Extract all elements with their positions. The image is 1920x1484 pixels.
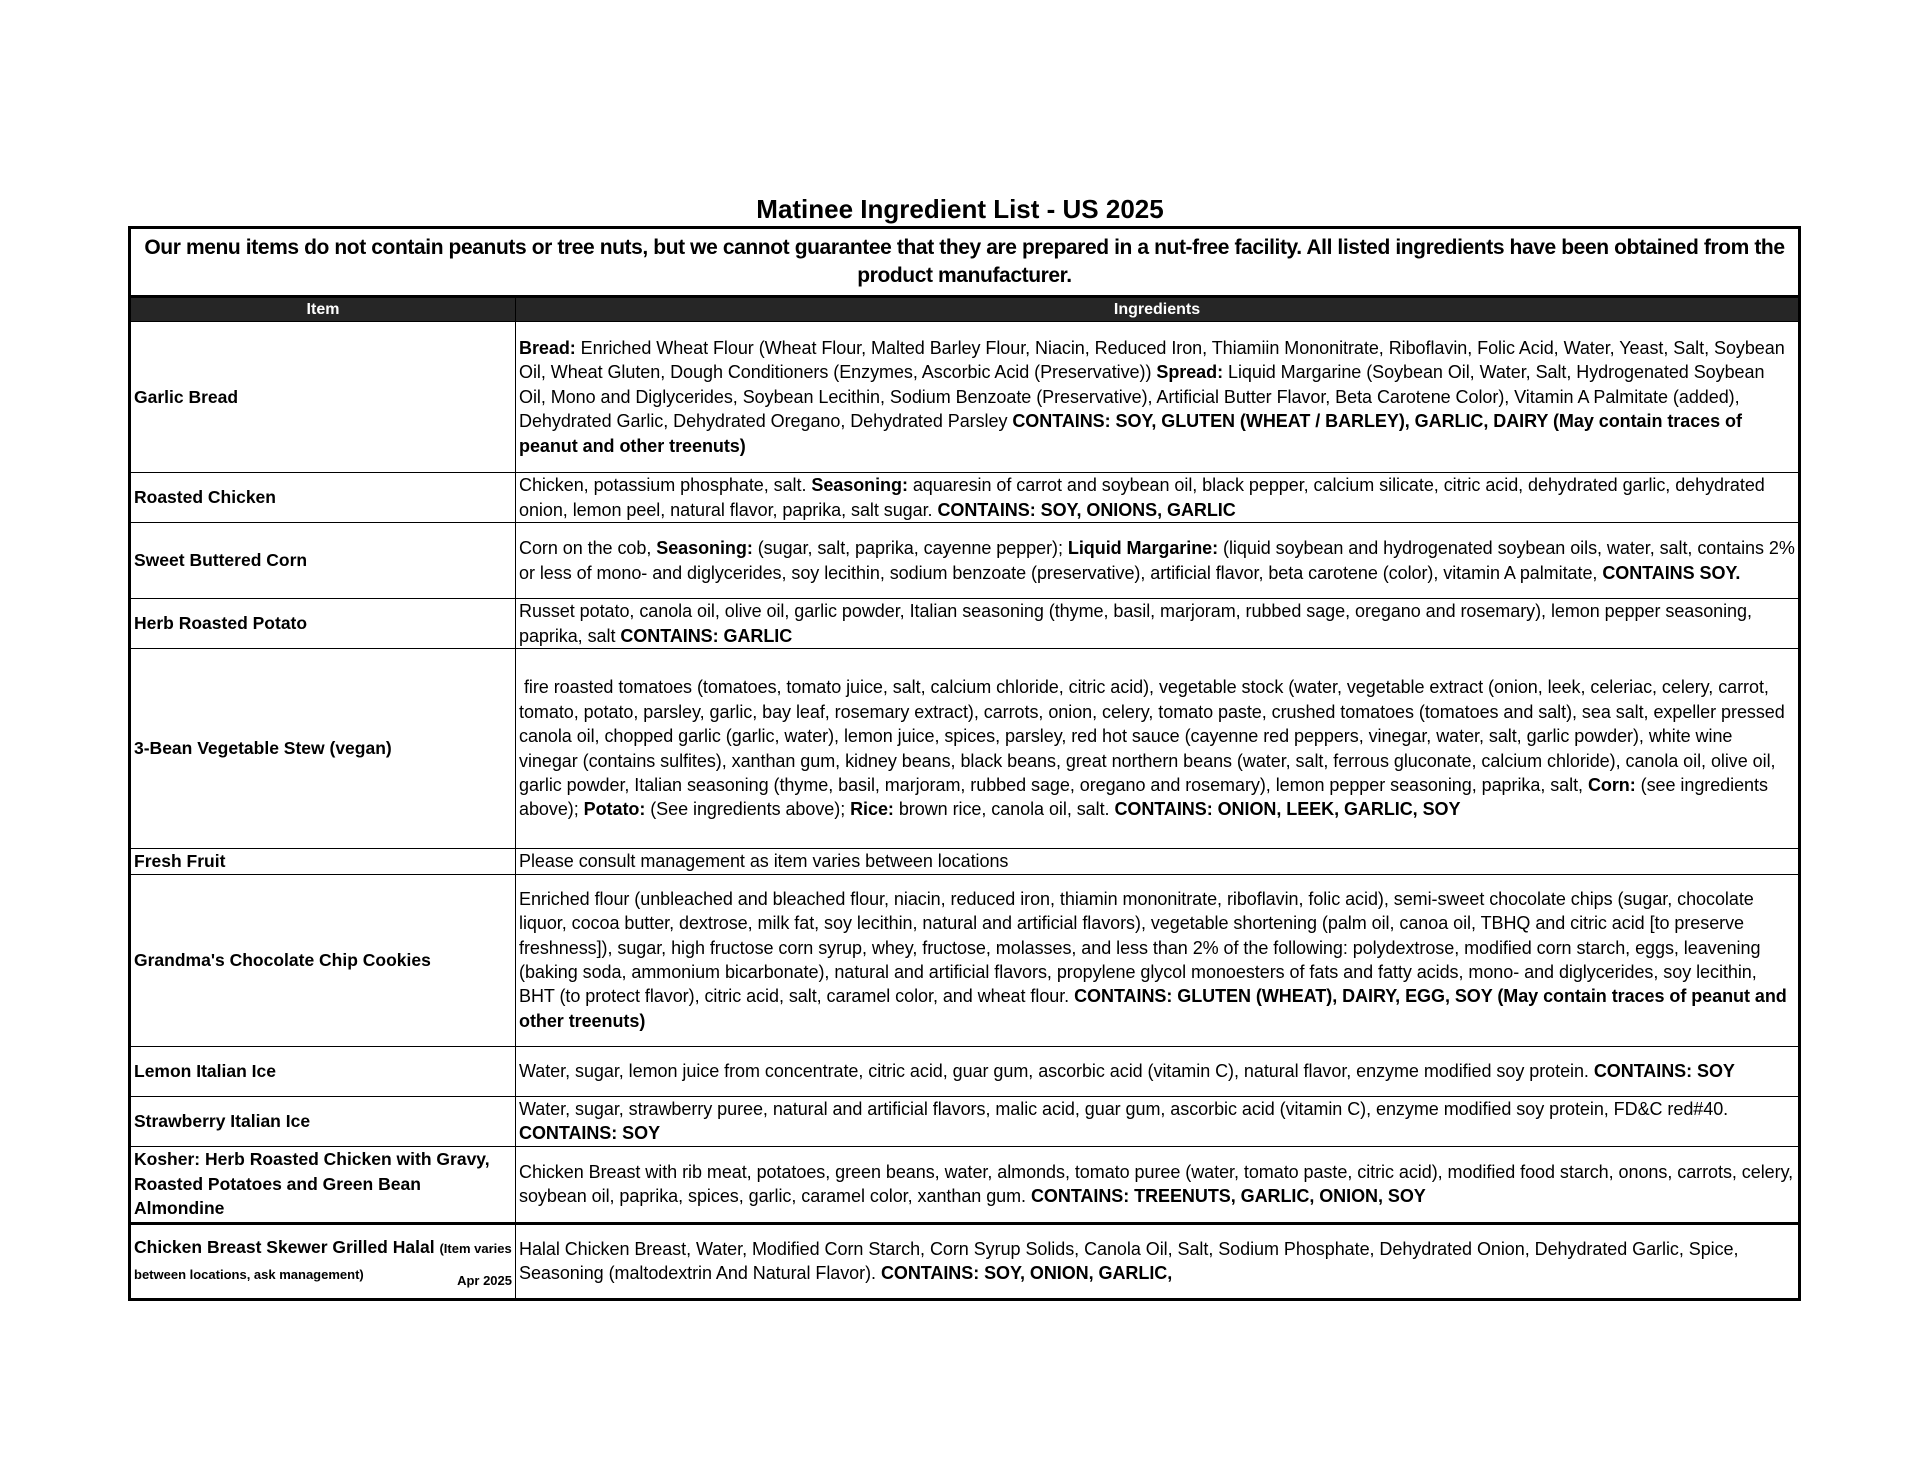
ingredient-bold-segment: CONTAINS: GLUTEN (WHEAT), DAIRY, EGG, SOY (May contain traces of peanut and other treenuts) — [519, 986, 1792, 1031]
ingredient-segment: Enriched flour (unbleached and bleached flour, niacin, reduced iron, thiamin mononitrate, riboflavin, folic acid), semi-sweet chocolate chips (sugar, chocolate liquor, cocoa butter, dextrose, milk fat, soy lecithin, natural and artificial flavors), vegetable shortening (palm oil, canoa oil, TBHQ and citric acid [to preserve freshness]), sugar, high fructose corn syrup, whey, fructose, molasses, and less than 2% of the following: polydextrose, modified corn starch, eggs, leavening (baking soda, ammonium bicarbonate), natural and artificial flavors, propylene glycol monoesters of fats and fatty acids, mono- and diglycerides, soy lecithin, BHT (to protect flavor), citric acid, salt, caramel color, and wheat flour. — [519, 888, 1766, 1007]
header-row — [130, 297, 1800, 322]
ingredient-segment: (See ingredients above); — [645, 799, 851, 820]
table-row — [130, 322, 1800, 473]
item-ingredients — [516, 1146, 1800, 1223]
ingredient-bold-segment: Rice: — [850, 799, 894, 820]
item-ingredients — [516, 874, 1800, 1046]
ingredient-segment: (liquid soybean and hydrogenated soybean oils, water, salt, contains 2% or less of mono- and diglycerides, soy lecithin, sodium benzoate (preservative), artificial flavor, beta carotene (color), vitamin A palmitate, — [519, 538, 1800, 583]
item-ingredients — [516, 523, 1800, 599]
table-row — [130, 649, 1800, 849]
ingredient-bold-segment: CONTAINS: SOY, GLUTEN (WHEAT / BARLEY), GARLIC, DAIRY (May contain traces of peanut and other treenuts) — [519, 411, 1747, 456]
ingredient-bold-segment: CONTAINS: SOY, ONION, GARLIC, — [880, 1263, 1173, 1283]
ingredient-segment: Liquid Margarine (Soybean Oil, Water, Salt, Hydrogenated Soybean Oil, Mono and Diglycerides, Soybean Lecithin, Sodium Benzoate (Preservative), Artificial Butter Flavor, Beta Carotene Color), Vitamin A Palmitate (added), Dehydrated Garlic, Dehydrated Oregano, Dehydrated Parsley — [519, 362, 1770, 432]
ingredient-bold-segment: CONTAINS: GARLIC — [620, 625, 793, 646]
table-row — [130, 599, 1800, 649]
ingredient-table — [128, 226, 1801, 1301]
ingredient-bold-segment: CONTAINS SOY. — [1602, 562, 1741, 583]
table-row — [130, 1096, 1800, 1146]
ingredient-bold-segment: Liquid Margarine: — [1067, 538, 1219, 559]
ingredient-segment: fire roasted tomatoes (tomatoes, tomato juice, salt, calcium chloride, citric acid), vegetable stock (water, vegetable extract (onion, leek, celeriac, celery, carrot, tomato, potato, parsley, garlic, bay leaf, rosemary extract), carrots, onion, celery, tomato paste, crushed tomatoes (tomatoes and salt), sea salt, expeller pressed canola oil, chopped garlic (garlic, water), lemon juice, spices, parsley, red hot sauce (cayenne red peppers, vinegar, water, salt, garlic powder), white wine vinegar (contains sulfites), xanthan gum, kidney beans, black beans, great northern beans (water, salt, ferrous gluconate, calcium chloride), canola oil, olive oil, garlic powder, Italian seasoning (thyme, basil, marjoram, rubbed sage, oregano and rosemary), lemon pepper seasoning, paprika, salt, — [519, 677, 1790, 795]
table-row — [130, 874, 1800, 1046]
item-ingredients — [516, 473, 1800, 523]
ingredient-segment: Chicken, potassium phosphate, salt. — [519, 475, 812, 496]
ingredient-segment: Halal Chicken Breast, Water, Modified Corn Starch, Corn Syrup Solids, Canola Oil, Salt, Sodium Phosphate, Dehydrated Onion, Dehydrated Garlic, Spice, Seasoning (maltodextrin And Natural Flavor). — [519, 1238, 1744, 1283]
item-name-text: 3-Bean Vegetable Stew (vegan) — [134, 738, 392, 759]
ingredient-segment: (sugar, salt, paprika, cayenne pepper); — [752, 538, 1068, 559]
item-name-text: Chicken Breast Skewer Grilled Halal — [134, 1236, 435, 1257]
item-name — [130, 874, 516, 1046]
item-name-text: Grandma's Chocolate Chip Cookies — [134, 949, 431, 970]
ingredient-segment: Corn on the cob, — [519, 538, 657, 559]
item-column-header: Item — [130, 297, 516, 322]
item-name-text: Sweet Buttered Corn — [134, 550, 308, 571]
item-name — [130, 649, 516, 849]
item-note: (Item varies between locations, ask management) — [134, 1240, 512, 1282]
ingredient-bold-segment: CONTAINS: ONION, LEEK, GARLIC, SOY — [1114, 799, 1461, 820]
ingredient-bold-segment: Bread: — [519, 337, 576, 358]
item-name — [130, 849, 516, 875]
item-name-text: Roasted Chicken — [134, 487, 276, 508]
ingredient-segment: Chicken Breast with rib meat, potatoes, green beans, water, almonds, tomato puree (water, tomato paste, citric acid), modified food starch, onons, carrots, celery, soybean oil, paprika, spices, garlic, caramel color, xanthan gum. — [519, 1161, 1799, 1206]
ingredient-segment: Water, sugar, lemon juice from concentrate, citric acid, guar gum, ascorbic acid (vitamin C), natural flavor, enzyme modified soy protein. — [519, 1060, 1594, 1081]
item-ingredients — [516, 849, 1800, 875]
ingredient-segment: aquaresin of carrot and soybean oil, black pepper, calcium silicate, citric acid, dehydrated garlic, dehydrated onion, lemon peel, natural flavor, paprika, salt sugar. — [519, 475, 1770, 520]
ingredient-segment: (see ingredients above); — [519, 774, 1773, 820]
item-name — [130, 1096, 516, 1146]
ingredient-bold-segment: Seasoning: — [656, 538, 753, 559]
ingredient-bold-segment: Seasoning: — [811, 475, 908, 496]
item-name — [130, 1146, 516, 1223]
item-name — [130, 473, 516, 523]
ingredient-segment: Water, sugar, strawberry puree, natural and artificial flavors, malic acid, guar gum, ascorbic acid (vitamin C), enzyme modified soy protein, FD&C red#40. — [519, 1098, 1743, 1119]
ingredients-column-header: Ingredients — [516, 297, 1800, 322]
ingredient-bold-segment: CONTAINS: SOY, ONIONS, GARLIC — [937, 499, 1236, 520]
item-name-text: Garlic Bread — [134, 386, 239, 407]
item-name — [130, 322, 516, 473]
table-row — [130, 523, 1800, 599]
item-name-text: Lemon Italian Ice — [134, 1060, 276, 1081]
item-ingredients — [516, 322, 1800, 473]
ingredient-segment: Enriched Wheat Flour (Wheat Flour, Malted Barley Flour, Niacin, Reduced Iron, Thiamiin Mononitrate, Riboflavin, Folic Acid, Water, Yeast, Salt, Soybean Oil, Wheat Gluten, Dough Conditioners (Enzymes, Ascorbic Acid (Preservative)) — [519, 337, 1790, 383]
ingredient-bold-segment: Spread: — [1156, 362, 1224, 383]
ingredient-bold-segment: Potato: — [583, 799, 646, 820]
allergen-notice-row — [130, 228, 1800, 297]
table-row — [130, 1146, 1800, 1223]
item-name — [130, 1046, 516, 1096]
item-name — [130, 523, 516, 599]
page-title: Matinee Ingredient List - US 2025 — [756, 194, 1164, 224]
ingredient-bold-segment: Corn: — [1587, 774, 1636, 795]
item-ingredients — [516, 1096, 1800, 1146]
ingredient-bold-segment: CONTAINS: SOY — [519, 1123, 661, 1143]
table-body — [130, 322, 1800, 1300]
item-name-text: Fresh Fruit — [134, 851, 226, 871]
item-name-text: Strawberry Italian Ice — [134, 1110, 311, 1131]
item-ingredients — [516, 1223, 1800, 1299]
item-ingredients — [516, 1046, 1800, 1096]
ingredient-bold-segment: CONTAINS: SOY — [1593, 1060, 1735, 1081]
table-row — [130, 473, 1800, 523]
table-row — [130, 1223, 1800, 1299]
table-row — [130, 849, 1800, 875]
item-name-text: Kosher: Herb Roasted Chicken with Gravy, Roasted Potatoes and Green Bean Almondine — [134, 1149, 490, 1219]
table-row — [130, 1046, 1800, 1096]
item-ingredients — [516, 649, 1800, 849]
item-name-text: Herb Roasted Potato — [134, 613, 308, 634]
item-ingredients — [516, 599, 1800, 649]
ingredient-bold-segment: CONTAINS: TREENUTS, GARLIC, ONION, SOY — [1030, 1186, 1426, 1206]
footer-date: Apr 2025 — [457, 1273, 512, 1288]
allergen-notice: Our menu items do not contain peanuts or tree nuts, but we cannot guarantee that they are prepared in a nut-free facility. All listed ingredients have been obtained from the product manufacturer. — [130, 228, 1800, 297]
ingredient-segment: Please consult management as item varies between locations — [519, 851, 1009, 872]
item-name — [130, 599, 516, 649]
ingredient-segment: Russet potato, canola oil, olive oil, garlic powder, Italian seasoning (thyme, basil, marjoram, rubbed sage, oregano and rosemary), lemon pepper seasoning, paprika, salt — [519, 601, 1757, 646]
ingredient-segment: brown rice, canola oil, salt. — [893, 799, 1115, 820]
